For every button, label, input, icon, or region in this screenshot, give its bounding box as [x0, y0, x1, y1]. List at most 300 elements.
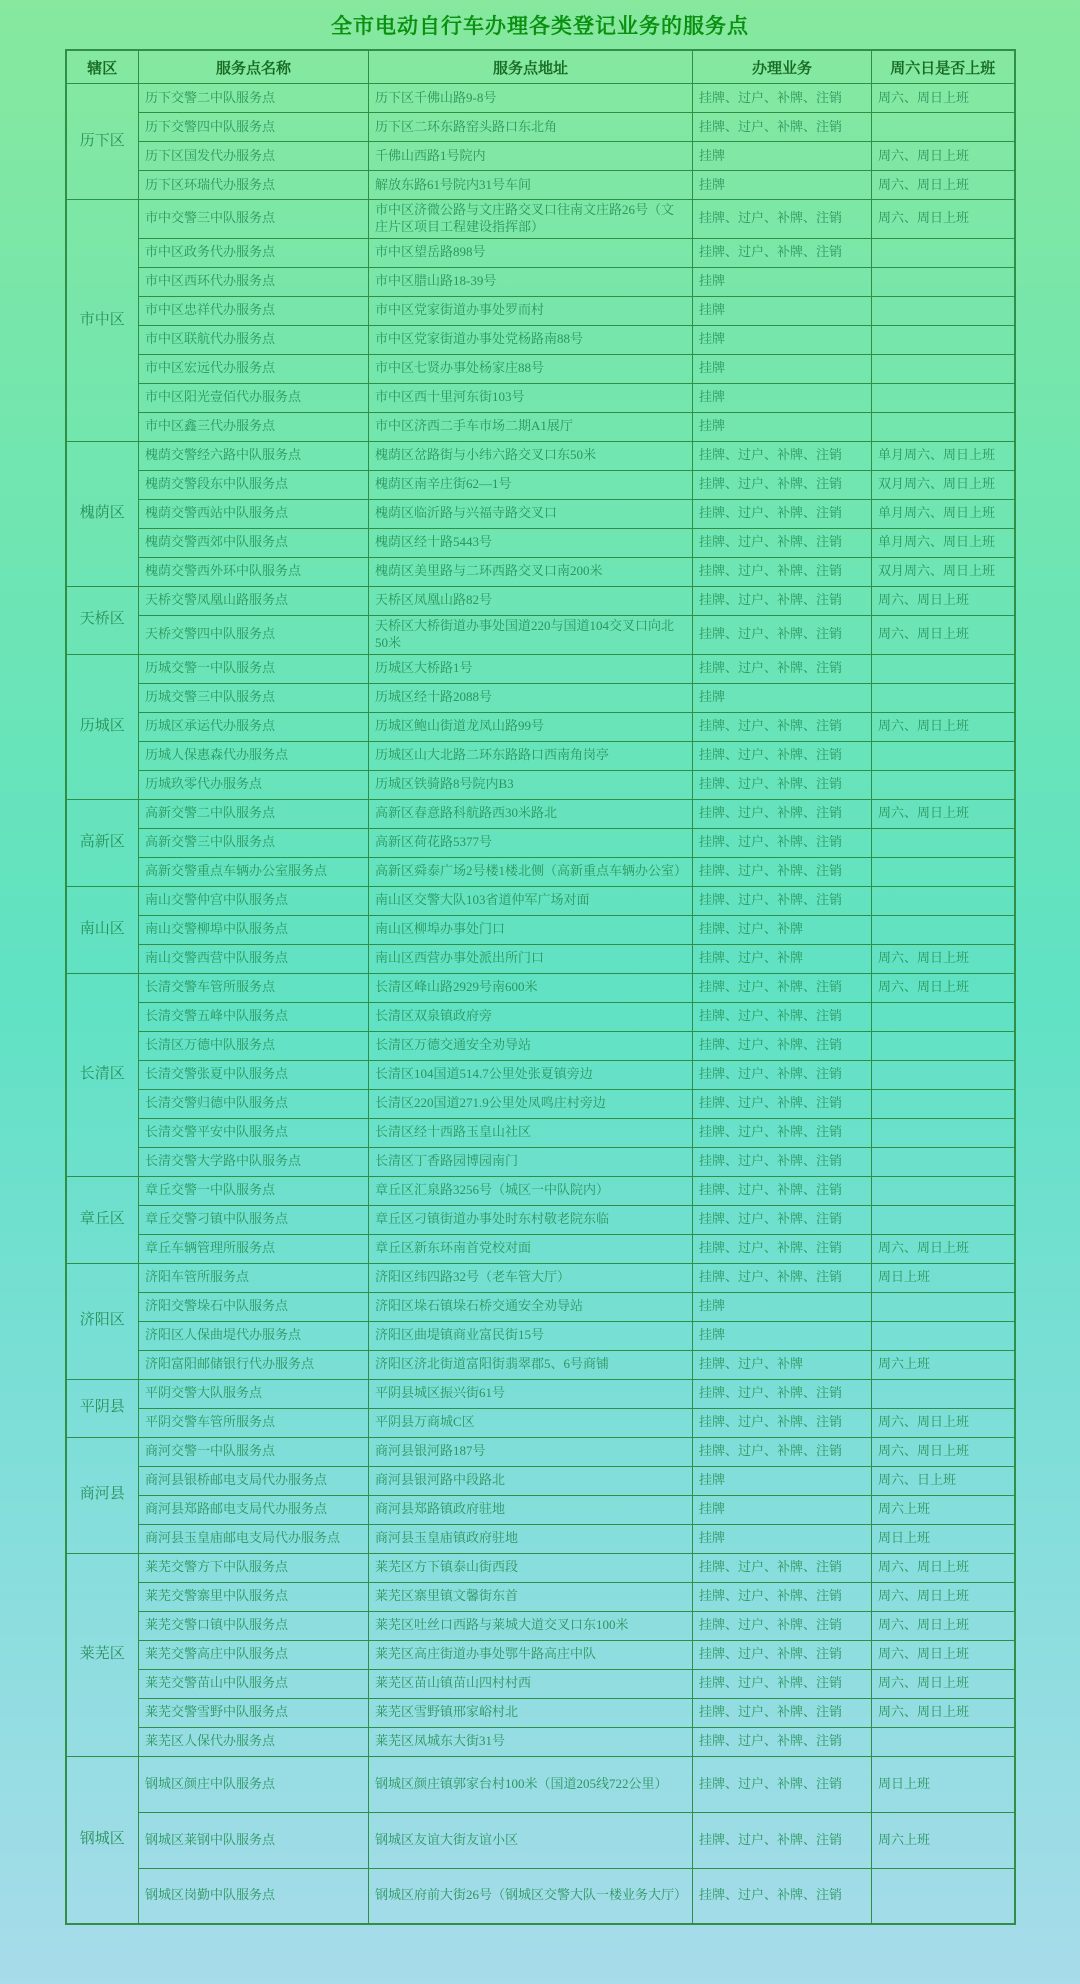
- service-name-cell: 天桥交警凤凰山路服务点: [139, 586, 369, 615]
- table-row: [66, 1553, 1015, 1582]
- table-row: [66, 973, 1015, 1002]
- table-row: [66, 1868, 1015, 1924]
- weekend-cell: 双月周六、周日上班: [872, 470, 1015, 499]
- service-name-cell: 历城交警三中队服务点: [139, 683, 369, 712]
- address-cell: 历城区铁骑路8号院内B3: [369, 770, 693, 799]
- services-cell: 挂牌、过户、补牌、注销: [693, 1640, 872, 1669]
- services-cell: 挂牌: [693, 1321, 872, 1350]
- table-row: [66, 1002, 1015, 1031]
- address-cell: 市中区西十里河东街103号: [369, 383, 693, 412]
- service-name-cell: 长清交警大学路中队服务点: [139, 1147, 369, 1176]
- service-name-cell: 市中区忠祥代办服务点: [139, 296, 369, 325]
- services-cell: 挂牌: [693, 325, 872, 354]
- weekend-cell: [872, 857, 1015, 886]
- district-cell: 济阳区: [66, 1263, 139, 1379]
- services-cell: 挂牌、过户、补牌、注销: [693, 857, 872, 886]
- table-row: [66, 683, 1015, 712]
- service-name-cell: 槐荫交警段东中队服务点: [139, 470, 369, 499]
- services-cell: 挂牌、过户、补牌、注销: [693, 1812, 872, 1868]
- table-row: [66, 615, 1015, 654]
- table-row: [66, 1350, 1015, 1379]
- table-row: [66, 1147, 1015, 1176]
- address-cell: 莱芜区寨里镇文馨街东首: [369, 1582, 693, 1611]
- weekend-cell: [872, 1379, 1015, 1408]
- services-cell: 挂牌、过户、补牌、注销: [693, 1118, 872, 1147]
- weekend-cell: [872, 886, 1015, 915]
- weekend-cell: [872, 325, 1015, 354]
- services-cell: 挂牌、过户、补牌、注销: [693, 615, 872, 654]
- address-cell: 钢城区府前大街26号（钢城区交警大队一楼业务大厅）: [369, 1868, 693, 1924]
- weekend-cell: 周日上班: [872, 1756, 1015, 1812]
- table-row: [66, 1582, 1015, 1611]
- service-name-cell: 市中区宏远代办服务点: [139, 354, 369, 383]
- address-cell: 南山区交警大队103省道仲军广场对面: [369, 886, 693, 915]
- table-row: [66, 828, 1015, 857]
- service-name-cell: 章丘车辆管理所服务点: [139, 1234, 369, 1263]
- services-cell: 挂牌: [693, 1495, 872, 1524]
- weekend-cell: [872, 238, 1015, 267]
- table-row: [66, 1466, 1015, 1495]
- service-name-cell: 莱芜交警雪野中队服务点: [139, 1698, 369, 1727]
- services-cell: 挂牌、过户、补牌、注销: [693, 799, 872, 828]
- services-cell: 挂牌、过户、补牌、注销: [693, 1756, 872, 1812]
- table-row: [66, 654, 1015, 683]
- service-name-cell: 长清交警平安中队服务点: [139, 1118, 369, 1147]
- services-cell: 挂牌、过户、补牌、注销: [693, 712, 872, 741]
- district-cell: 槐荫区: [66, 441, 139, 586]
- table-row: [66, 1205, 1015, 1234]
- district-cell: 平阴县: [66, 1379, 139, 1437]
- services-cell: 挂牌、过户、补牌、注销: [693, 1263, 872, 1292]
- weekend-cell: [872, 1118, 1015, 1147]
- address-cell: 莱芜区苗山镇苗山四村村西: [369, 1669, 693, 1698]
- column-header: 办理业务: [693, 50, 872, 84]
- district-cell: 历城区: [66, 654, 139, 799]
- services-cell: 挂牌、过户、补牌、注销: [693, 441, 872, 470]
- address-cell: 钢城区友谊大街友谊小区: [369, 1812, 693, 1868]
- services-cell: 挂牌、过户、补牌、注销: [693, 741, 872, 770]
- address-cell: 市中区党家街道办事处党杨路南88号: [369, 325, 693, 354]
- weekend-cell: [872, 1205, 1015, 1234]
- table-row: [66, 113, 1015, 142]
- table-row: [66, 1060, 1015, 1089]
- weekend-cell: [872, 113, 1015, 142]
- weekend-cell: [872, 267, 1015, 296]
- weekend-cell: [872, 412, 1015, 441]
- district-cell: 章丘区: [66, 1176, 139, 1263]
- services-cell: 挂牌、过户、补牌: [693, 944, 872, 973]
- address-cell: 长清区万德交通安全劝导站: [369, 1031, 693, 1060]
- table-row: [66, 915, 1015, 944]
- district-cell: 钢城区: [66, 1756, 139, 1924]
- table-row: [66, 1263, 1015, 1292]
- district-cell: 高新区: [66, 799, 139, 886]
- service-name-cell: 南山交警仲宫中队服务点: [139, 886, 369, 915]
- weekend-cell: 周六、周日上班: [872, 1437, 1015, 1466]
- service-name-cell: 天桥交警四中队服务点: [139, 615, 369, 654]
- services-cell: 挂牌、过户、补牌、注销: [693, 1582, 872, 1611]
- services-cell: 挂牌、过户、补牌、注销: [693, 1698, 872, 1727]
- services-cell: 挂牌、过户、补牌、注销: [693, 1669, 872, 1698]
- services-cell: 挂牌、过户、补牌、注销: [693, 1176, 872, 1205]
- table-row: [66, 1698, 1015, 1727]
- table-row: [66, 296, 1015, 325]
- weekend-cell: 周六、周日上班: [872, 615, 1015, 654]
- service-name-cell: 商河县郑路邮电支局代办服务点: [139, 1495, 369, 1524]
- weekend-cell: [872, 354, 1015, 383]
- address-cell: 莱芜区雪野镇邢家峪村北: [369, 1698, 693, 1727]
- table-row: [66, 1234, 1015, 1263]
- weekend-cell: [872, 1089, 1015, 1118]
- address-cell: 历下区千佛山路9-8号: [369, 84, 693, 113]
- service-name-cell: 市中区阳光壹佰代办服务点: [139, 383, 369, 412]
- weekend-cell: [872, 1031, 1015, 1060]
- address-cell: 商河县银河路187号: [369, 1437, 693, 1466]
- table-row: [66, 1379, 1015, 1408]
- service-name-cell: 历城人保惠森代办服务点: [139, 741, 369, 770]
- address-cell: 槐荫区美里路与二环西路交叉口南200米: [369, 557, 693, 586]
- service-name-cell: 平阴交警大队服务点: [139, 1379, 369, 1408]
- table-header: [66, 50, 1015, 84]
- table-row: [66, 1118, 1015, 1147]
- weekend-cell: 周日上班: [872, 1524, 1015, 1553]
- table-row: [66, 944, 1015, 973]
- address-cell: 章丘区新东环南首党校对面: [369, 1234, 693, 1263]
- address-cell: 章丘区刁镇街道办事处时东村敬老院东临: [369, 1205, 693, 1234]
- service-name-cell: 高新交警三中队服务点: [139, 828, 369, 857]
- service-name-cell: 长清交警归德中队服务点: [139, 1089, 369, 1118]
- weekend-cell: 周六上班: [872, 1495, 1015, 1524]
- services-cell: 挂牌、过户、补牌、注销: [693, 1437, 872, 1466]
- weekend-cell: 周六、周日上班: [872, 1553, 1015, 1582]
- district-cell: 市中区: [66, 200, 139, 442]
- services-cell: 挂牌、过户、补牌、注销: [693, 1234, 872, 1263]
- address-cell: 高新区春意路科航路西30米路北: [369, 799, 693, 828]
- weekend-cell: 周六、周日上班: [872, 1698, 1015, 1727]
- address-cell: 平阴县城区振兴街61号: [369, 1379, 693, 1408]
- services-cell: 挂牌、过户、补牌、注销: [693, 1002, 872, 1031]
- services-cell: 挂牌、过户、补牌、注销: [693, 770, 872, 799]
- district-cell: 莱芜区: [66, 1553, 139, 1756]
- service-name-cell: 钢城区颜庄中队服务点: [139, 1756, 369, 1812]
- weekend-cell: 周六、周日上班: [872, 1234, 1015, 1263]
- table-row: [66, 238, 1015, 267]
- service-name-cell: 历下交警四中队服务点: [139, 113, 369, 142]
- service-name-cell: 莱芜区人保代办服务点: [139, 1727, 369, 1756]
- services-cell: 挂牌: [693, 412, 872, 441]
- services-cell: 挂牌、过户、补牌、注销: [693, 1031, 872, 1060]
- services-cell: 挂牌、过户、补牌、注销: [693, 973, 872, 1002]
- table-row: [66, 886, 1015, 915]
- services-cell: 挂牌: [693, 1524, 872, 1553]
- table-row: [66, 470, 1015, 499]
- service-points-table: [65, 49, 1016, 1925]
- address-cell: 市中区腊山路18-39号: [369, 267, 693, 296]
- table-row: [66, 857, 1015, 886]
- services-cell: 挂牌、过户、补牌、注销: [693, 1060, 872, 1089]
- services-cell: 挂牌、过户、补牌、注销: [693, 1611, 872, 1640]
- address-cell: 历城区经十路2088号: [369, 683, 693, 712]
- service-name-cell: 历下区国发代办服务点: [139, 142, 369, 171]
- address-cell: 历下区二环东路窑头路口东北角: [369, 113, 693, 142]
- weekend-cell: [872, 770, 1015, 799]
- weekend-cell: 单月周六、周日上班: [872, 499, 1015, 528]
- weekend-cell: [872, 1176, 1015, 1205]
- table-row: [66, 557, 1015, 586]
- service-name-cell: 钢城区岗勤中队服务点: [139, 1868, 369, 1924]
- services-cell: 挂牌: [693, 383, 872, 412]
- header-row: [66, 50, 1015, 84]
- address-cell: 商河县郑路镇政府驻地: [369, 1495, 693, 1524]
- service-name-cell: 莱芜交警寨里中队服务点: [139, 1582, 369, 1611]
- weekend-cell: [872, 1002, 1015, 1031]
- weekend-cell: 周六上班: [872, 1812, 1015, 1868]
- address-cell: 莱芜区高庄街道办事处鄂牛路高庄中队: [369, 1640, 693, 1669]
- table-row: [66, 1292, 1015, 1321]
- table-row: [66, 1437, 1015, 1466]
- address-cell: 莱芜区方下镇泰山街西段: [369, 1553, 693, 1582]
- weekend-cell: [872, 1147, 1015, 1176]
- weekend-cell: 周六、周日上班: [872, 1669, 1015, 1698]
- table-row: [66, 142, 1015, 171]
- service-name-cell: 槐荫交警经六路中队服务点: [139, 441, 369, 470]
- weekend-cell: 周日上班: [872, 1263, 1015, 1292]
- weekend-cell: 周六、周日上班: [872, 944, 1015, 973]
- table-row: [66, 412, 1015, 441]
- address-cell: 济阳区纬四路32号（老车管大厅）: [369, 1263, 693, 1292]
- service-name-cell: 平阴交警车管所服务点: [139, 1408, 369, 1437]
- table-row: [66, 1611, 1015, 1640]
- address-cell: 天桥区大桥街道办事处国道220与国道104交叉口向北50米: [369, 615, 693, 654]
- services-cell: 挂牌、过户、补牌、注销: [693, 528, 872, 557]
- service-name-cell: 莱芜交警苗山中队服务点: [139, 1669, 369, 1698]
- weekend-cell: 周六、周日上班: [872, 712, 1015, 741]
- district-cell: 历下区: [66, 84, 139, 200]
- address-cell: 济阳区曲堤镇商业富民街15号: [369, 1321, 693, 1350]
- district-cell: 长清区: [66, 973, 139, 1176]
- address-cell: 市中区望岳路898号: [369, 238, 693, 267]
- service-name-cell: 市中区西环代办服务点: [139, 267, 369, 296]
- address-cell: 长清区经十西路玉皇山社区: [369, 1118, 693, 1147]
- table-body: [66, 84, 1015, 1925]
- address-cell: 槐荫区岔路街与小纬六路交叉口东50米: [369, 441, 693, 470]
- weekend-cell: 周六、周日上班: [872, 84, 1015, 113]
- address-cell: 市中区七贤办事处杨家庄88号: [369, 354, 693, 383]
- address-cell: 长清区双泉镇政府旁: [369, 1002, 693, 1031]
- address-cell: 商河县玉皇庙镇政府驻地: [369, 1524, 693, 1553]
- address-cell: 市中区济微公路与文庄路交叉口往南文庄路26号（文庄片区项目工程建设指挥部）: [369, 200, 693, 239]
- service-name-cell: 莱芜交警口镇中队服务点: [139, 1611, 369, 1640]
- service-name-cell: 槐荫交警西外环中队服务点: [139, 557, 369, 586]
- table-row: [66, 441, 1015, 470]
- service-name-cell: 高新交警二中队服务点: [139, 799, 369, 828]
- services-cell: 挂牌、过户、补牌、注销: [693, 470, 872, 499]
- service-name-cell: 钢城区莱钢中队服务点: [139, 1812, 369, 1868]
- weekend-cell: 周六、周日上班: [872, 1582, 1015, 1611]
- service-name-cell: 济阳区人保曲堤代办服务点: [139, 1321, 369, 1350]
- services-cell: 挂牌、过户、补牌、注销: [693, 1727, 872, 1756]
- address-cell: 济阳区垛石镇垛石桥交通安全劝导站: [369, 1292, 693, 1321]
- weekend-cell: 周六、周日上班: [872, 973, 1015, 1002]
- service-name-cell: 莱芜交警高庄中队服务点: [139, 1640, 369, 1669]
- service-name-cell: 历城交警一中队服务点: [139, 654, 369, 683]
- district-cell: 天桥区: [66, 586, 139, 654]
- table-row: [66, 528, 1015, 557]
- table-row: [66, 741, 1015, 770]
- table-row: [66, 171, 1015, 200]
- address-cell: 钢城区颜庄镇郭家台村100米（国道205线722公里）: [369, 1756, 693, 1812]
- address-cell: 历城区山大北路二环东路路口西南角岗亭: [369, 741, 693, 770]
- table-row: [66, 586, 1015, 615]
- table-row: [66, 383, 1015, 412]
- address-cell: 市中区济西二手车市场二期A1展厅: [369, 412, 693, 441]
- address-cell: 历城区鲍山街道龙凤山路99号: [369, 712, 693, 741]
- services-cell: 挂牌、过户、补牌、注销: [693, 200, 872, 239]
- table-row: [66, 267, 1015, 296]
- address-cell: 南山区柳埠办事处门口: [369, 915, 693, 944]
- services-cell: 挂牌: [693, 354, 872, 383]
- table-row: [66, 1524, 1015, 1553]
- services-cell: 挂牌、过户、补牌、注销: [693, 586, 872, 615]
- table-row: [66, 1408, 1015, 1437]
- column-header: 服务点地址: [369, 50, 693, 84]
- address-cell: 历城区大桥路1号: [369, 654, 693, 683]
- table-row: [66, 1756, 1015, 1812]
- weekend-cell: 周六、周日上班: [872, 171, 1015, 200]
- service-name-cell: 济阳车管所服务点: [139, 1263, 369, 1292]
- service-name-cell: 历下区环瑞代办服务点: [139, 171, 369, 200]
- service-name-cell: 商河县银桥邮电支局代办服务点: [139, 1466, 369, 1495]
- service-name-cell: 南山交警西营中队服务点: [139, 944, 369, 973]
- address-cell: 平阴县万商城C区: [369, 1408, 693, 1437]
- services-cell: 挂牌、过户、补牌、注销: [693, 828, 872, 857]
- address-cell: 槐荫区经十路5443号: [369, 528, 693, 557]
- district-cell: 商河县: [66, 1437, 139, 1553]
- page-title: 全市电动自行车办理各类登记业务的服务点: [331, 15, 749, 38]
- table-row: [66, 1812, 1015, 1868]
- services-cell: 挂牌: [693, 296, 872, 325]
- service-name-cell: 南山交警柳埠中队服务点: [139, 915, 369, 944]
- service-name-cell: 市中区政务代办服务点: [139, 238, 369, 267]
- weekend-cell: [872, 915, 1015, 944]
- service-name-cell: 长清交警五峰中队服务点: [139, 1002, 369, 1031]
- column-header: 辖区: [66, 50, 139, 84]
- weekend-cell: [872, 1292, 1015, 1321]
- services-cell: 挂牌: [693, 267, 872, 296]
- services-cell: 挂牌、过户、补牌、注销: [693, 499, 872, 528]
- services-cell: 挂牌、过户、补牌、注销: [693, 886, 872, 915]
- services-cell: 挂牌、过户、补牌、注销: [693, 1553, 872, 1582]
- services-cell: 挂牌、过户、补牌、注销: [693, 1089, 872, 1118]
- weekend-cell: 单月周六、周日上班: [872, 441, 1015, 470]
- services-cell: 挂牌、过户、补牌、注销: [693, 1379, 872, 1408]
- address-cell: 莱芜区吐丝口西路与莱城大道交叉口东100米: [369, 1611, 693, 1640]
- weekend-cell: 双月周六、周日上班: [872, 557, 1015, 586]
- weekend-cell: 周六、日上班: [872, 1466, 1015, 1495]
- weekend-cell: 周六、周日上班: [872, 586, 1015, 615]
- address-cell: 莱芜区凤城东大街31号: [369, 1727, 693, 1756]
- table-row: [66, 1321, 1015, 1350]
- service-name-cell: 市中区鑫三代办服务点: [139, 412, 369, 441]
- table-row: [66, 354, 1015, 383]
- table-row: [66, 499, 1015, 528]
- table-row: [66, 325, 1015, 354]
- service-name-cell: 商河交警一中队服务点: [139, 1437, 369, 1466]
- address-cell: 高新区舜泰广场2号楼1楼北侧（高新重点车辆办公室）: [369, 857, 693, 886]
- services-cell: 挂牌: [693, 171, 872, 200]
- table-row: [66, 1495, 1015, 1524]
- weekend-cell: [872, 683, 1015, 712]
- weekend-cell: [872, 828, 1015, 857]
- weekend-cell: 周六、周日上班: [872, 1611, 1015, 1640]
- weekend-cell: 周六、周日上班: [872, 142, 1015, 171]
- table-row: [66, 1031, 1015, 1060]
- table-row: [66, 712, 1015, 741]
- address-cell: 济阳区济北街道富阳街翡翠郡5、6号商铺: [369, 1350, 693, 1379]
- address-cell: 商河县银河路中段路北: [369, 1466, 693, 1495]
- services-cell: 挂牌: [693, 142, 872, 171]
- weekend-cell: [872, 383, 1015, 412]
- service-name-cell: 济阳富阳邮储银行代办服务点: [139, 1350, 369, 1379]
- service-name-cell: 莱芜交警方下中队服务点: [139, 1553, 369, 1582]
- table-row: [66, 1669, 1015, 1698]
- services-cell: 挂牌: [693, 1292, 872, 1321]
- weekend-cell: [872, 1868, 1015, 1924]
- table-row: [66, 799, 1015, 828]
- weekend-cell: [872, 1060, 1015, 1089]
- service-name-cell: 长清交警张夏中队服务点: [139, 1060, 369, 1089]
- weekend-cell: 周六上班: [872, 1350, 1015, 1379]
- services-cell: 挂牌、过户、补牌、注销: [693, 84, 872, 113]
- services-cell: 挂牌、过户、补牌、注销: [693, 1868, 872, 1924]
- services-cell: 挂牌: [693, 683, 872, 712]
- services-cell: 挂牌、过户、补牌、注销: [693, 557, 872, 586]
- table-row: [66, 770, 1015, 799]
- table-row: [66, 1089, 1015, 1118]
- district-cell: 南山区: [66, 886, 139, 973]
- address-cell: 槐荫区临沂路与兴福寺路交叉口: [369, 499, 693, 528]
- weekend-cell: 周六、周日上班: [872, 1408, 1015, 1437]
- services-cell: 挂牌、过户、补牌、注销: [693, 113, 872, 142]
- service-name-cell: 高新交警重点车辆办公室服务点: [139, 857, 369, 886]
- weekend-cell: 周六、周日上班: [872, 200, 1015, 239]
- column-header: 周六日是否上班: [872, 50, 1015, 84]
- table-row: [66, 1176, 1015, 1205]
- services-cell: 挂牌、过户、补牌、注销: [693, 238, 872, 267]
- service-name-cell: 历城区承运代办服务点: [139, 712, 369, 741]
- services-cell: 挂牌: [693, 1466, 872, 1495]
- address-cell: 槐荫区南辛庄街62—1号: [369, 470, 693, 499]
- address-cell: 长清区峰山路2929号南600米: [369, 973, 693, 1002]
- services-cell: 挂牌、过户、补牌: [693, 915, 872, 944]
- services-cell: 挂牌、过户、补牌、注销: [693, 1147, 872, 1176]
- services-cell: 挂牌、过户、补牌、注销: [693, 1205, 872, 1234]
- address-cell: 高新区荷花路5377号: [369, 828, 693, 857]
- table-row: [66, 1727, 1015, 1756]
- address-cell: 天桥区凤凰山路82号: [369, 586, 693, 615]
- services-cell: 挂牌、过户、补牌: [693, 1350, 872, 1379]
- services-cell: 挂牌、过户、补牌、注销: [693, 654, 872, 683]
- service-name-cell: 济阳交警垛石中队服务点: [139, 1292, 369, 1321]
- weekend-cell: [872, 741, 1015, 770]
- service-name-cell: 历城玖零代办服务点: [139, 770, 369, 799]
- services-cell: 挂牌、过户、补牌、注销: [693, 1408, 872, 1437]
- table-row: [66, 1640, 1015, 1669]
- address-cell: 解放东路61号院内31号车间: [369, 171, 693, 200]
- service-name-cell: 槐荫交警西站中队服务点: [139, 499, 369, 528]
- weekend-cell: [872, 1727, 1015, 1756]
- service-name-cell: 商河县玉皇庙邮电支局代办服务点: [139, 1524, 369, 1553]
